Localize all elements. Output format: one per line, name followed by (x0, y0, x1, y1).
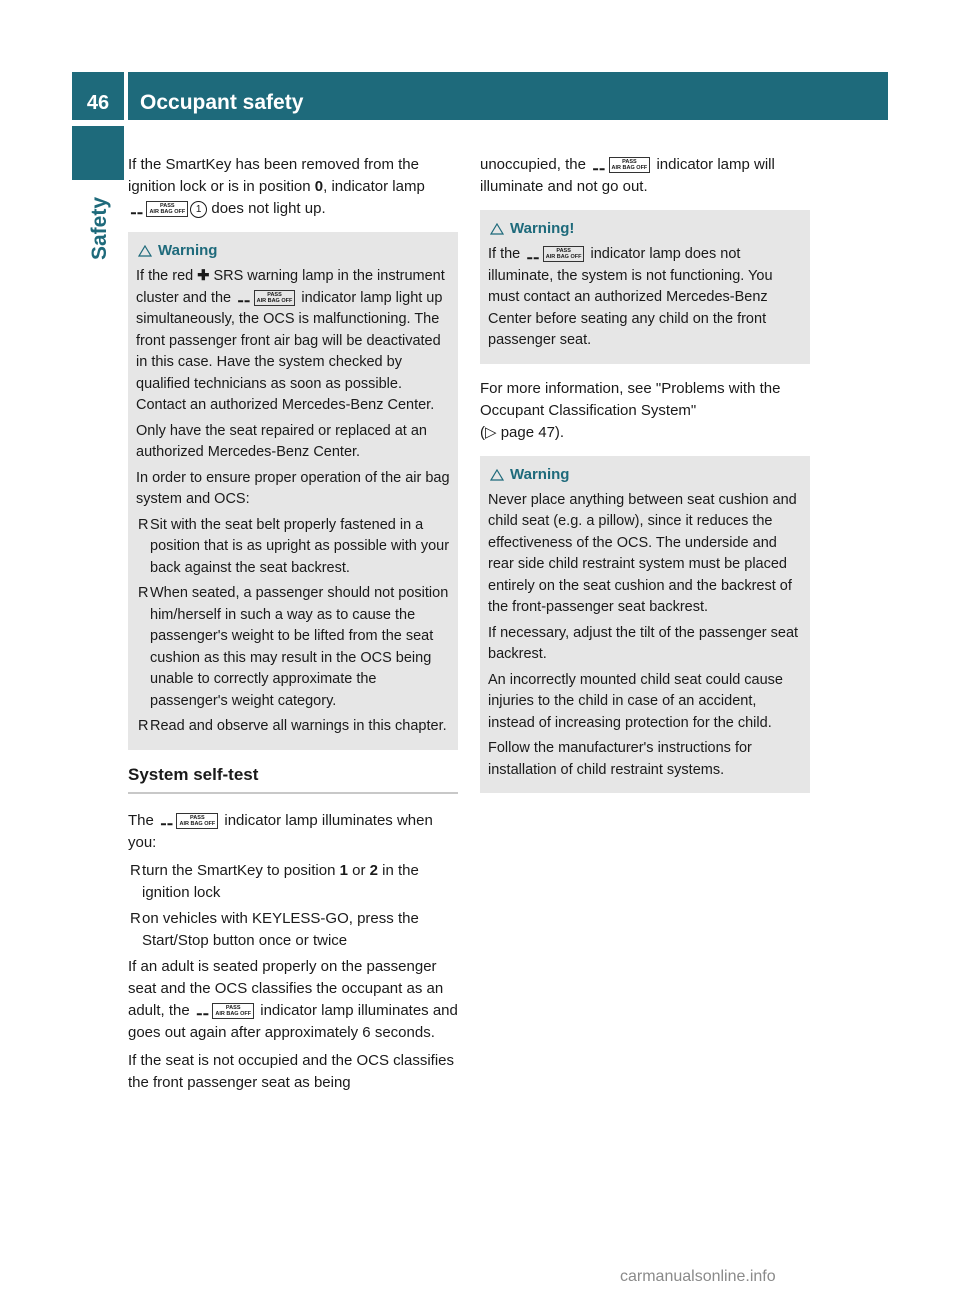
warning-3-paragraph-2: If necessary, adjust the tilt of the passenger seat backrest. (488, 624, 799, 662)
intro-text-2: , indicator lamp (323, 178, 425, 195)
list-item (128, 860, 458, 904)
intro-position: 0 (314, 178, 324, 195)
pass-label: PASS (556, 248, 571, 255)
child-seat-icon: ⚋ (195, 1002, 210, 1020)
bullet-text: on vehicles with KEYLESS-GO, press the Start/Stop button once or twice (142, 909, 419, 949)
intro-text-3: does not light up. (207, 200, 326, 217)
warning-box-2 (480, 210, 810, 364)
airbag-off-label: AIR BAG OFF (179, 820, 216, 827)
bullet-text: When seated, a passenger should not position him/herself in such a way as to cause the passenger's weight to be lifted from the seat cushion as this may result in the OCS being unable to correctly approximate the passenger's weight category. (150, 585, 449, 709)
warning-triangle-icon (138, 245, 152, 257)
list-item (128, 908, 458, 952)
self-test-paragraph (128, 810, 458, 854)
warning-triangle-icon (490, 469, 504, 481)
adult-text-b: indicator lamp illuminates and goes out again after approximately 6 seconds. (128, 1001, 458, 1041)
pass-label: PASS (267, 291, 282, 298)
bullet-icon: R (138, 516, 149, 533)
intro-paragraph (128, 154, 458, 220)
side-tab-label: Safety (88, 196, 111, 260)
more-info-text: For more information, see "Problems with the Occupant Classification System" (480, 379, 781, 419)
page-ref-arrow-icon: (▷ (480, 423, 501, 441)
self-test-text-a: The (128, 811, 159, 829)
child-seat-icon: ⚋ (237, 289, 251, 307)
pass-airbag-off-icon (609, 157, 651, 173)
airbag-off-label: AIR BAG OFF (215, 1010, 252, 1017)
airbag-off-label: AIR BAG OFF (545, 254, 582, 261)
intro-text-1: If the SmartKey has been removed from the ignition lock or is in position (128, 156, 419, 195)
warning-1-paragraph-1 (136, 266, 450, 417)
airbag-off-label: AIR BAG OFF (256, 297, 293, 304)
bullet-icon: R (130, 909, 141, 927)
warning-title (488, 464, 802, 486)
continuation-paragraph (480, 154, 810, 198)
warning-title-text: Warning (158, 242, 218, 259)
pass-airbag-off-indicator (196, 1003, 254, 1019)
bullet-text: Read and observe all warnings in this chapter. (150, 718, 447, 734)
list-item (136, 716, 450, 738)
more-info-paragraph (480, 378, 810, 444)
list-item (136, 583, 450, 712)
warning-triangle-icon (490, 223, 504, 235)
section-title: Occupant safety (140, 91, 304, 114)
warning-title (488, 218, 802, 240)
self-test-bullet-list (128, 860, 458, 952)
bullet-text: turn the SmartKey to position (142, 861, 340, 879)
bullet-icon: R (138, 585, 149, 601)
warning-2-text-b: indicator lamp does not illuminate, the system is not functioning. You must contact an authorized Mercedes-Benz Center before seating any child on the front passenger seat. (488, 246, 773, 348)
pass-airbag-off-icon (212, 1003, 254, 1019)
pass-airbag-off-indicator (237, 290, 295, 306)
footer-watermark: carmanualsonline.info (620, 1268, 776, 1285)
pass-airbag-off-icon (176, 813, 218, 829)
self-test-text-b: indicator lamp illuminates when you: (128, 811, 433, 851)
child-seat-icon: ⚋ (592, 156, 606, 174)
pass-airbag-off-indicator (592, 157, 650, 173)
warning-title-text: Warning (510, 465, 570, 483)
pass-label: PASS (190, 814, 205, 821)
pass-label: PASS (225, 1004, 241, 1011)
warning-box-3 (480, 456, 810, 794)
warning-2-paragraph (488, 244, 802, 352)
warning-3-paragraph-1: Never place anything between seat cushion and child seat (e.g. a pillow), since it reduces the effectiveness of the OCS. The underside and rear side child restraint system must be placed entirely on the seat cushion and the backrest of the front-passenger seat backrest. (488, 491, 797, 615)
header-divider (124, 72, 128, 120)
continuation-text-a: unoccupied, the (480, 156, 591, 173)
bullet-text-or: or (347, 861, 370, 879)
child-seat-icon: ⚋ (526, 245, 540, 263)
pass-airbag-off-indicator (130, 201, 188, 217)
bullet-icon: R (138, 718, 149, 734)
airbag-off-label: AIR BAG OFF (149, 209, 186, 216)
bullet-text: Sit with the seat belt properly fastened in a position that is as upright as possible with your back against the seat backrest. (150, 516, 450, 576)
pass-airbag-off-indicator (160, 813, 218, 829)
warning-title-text: Warning! (510, 220, 575, 237)
pass-label: PASS (160, 203, 175, 210)
page-number: 46 (86, 92, 110, 114)
warning-1-paragraph-2: Only have the seat repaired or replaced at an authorized Mercedes-Benz Center. (136, 422, 427, 460)
not-occupied-paragraph: If the seat is not occupied and the OCS classifies the front passenger seat as being (128, 1051, 455, 1091)
left-column (128, 154, 458, 1100)
position-1: 1 (339, 861, 348, 879)
warning-1-text-a: If the red (136, 268, 198, 284)
warning-2-text-a: If the (488, 246, 525, 262)
continuation-text-b: indicator lamp will illuminate and not go out. (480, 156, 775, 195)
circle-number-icon: 1 (190, 201, 207, 218)
adult-paragraph (128, 956, 458, 1044)
pass-airbag-off-icon (254, 290, 296, 306)
warning-1-bullet-list (136, 515, 450, 738)
warning-3-paragraph-3: An incorrectly mounted child seat could cause injuries to the child in case of an accident, instead of increasing protection for the child. (488, 671, 783, 731)
child-seat-icon: ⚋ (160, 812, 174, 830)
subheading-system-self-test: System self-test (128, 764, 458, 794)
bullet-text-end: in the ignition lock (142, 861, 419, 901)
pass-airbag-off-icon (146, 201, 188, 217)
right-column (480, 154, 810, 807)
warning-1-paragraph-3: In order to ensure proper operation of the air bag system and OCS: (136, 469, 450, 507)
bullet-icon: R (130, 861, 141, 879)
warning-1-text-c: indicator lamp light up simultaneously, the OCS is malfunctioning. The front passenger front air bag will be deactivated in this case. Have the system checked by qualified technicians as soon as possible. Contact an authorized Mercedes-Benz Center. (136, 289, 443, 413)
pass-label: PASS (622, 159, 637, 166)
page-reference-link[interactable]: page 47). (500, 423, 565, 441)
side-marker (72, 126, 124, 180)
warning-1-text-b: SRS warning lamp in the instrument cluster and the (136, 268, 445, 306)
warning-box-1 (128, 232, 458, 750)
pass-airbag-off-icon (543, 246, 585, 262)
airbag-off-label: AIR BAG OFF (611, 165, 648, 172)
pass-airbag-off-indicator (526, 246, 584, 262)
warning-3-paragraph-4: Follow the manufacturer's instructions for installation of child restraint systems. (488, 740, 752, 778)
warning-title (136, 240, 450, 262)
position-2: 2 (369, 861, 378, 879)
adult-text-a: If an adult is seated properly on the passenger seat and the OCS classifies the occupant as an adult, the (128, 957, 444, 1019)
srs-warning-icon: ✚ (197, 268, 210, 284)
child-seat-icon: ⚋ (130, 200, 144, 218)
list-item (136, 515, 450, 580)
